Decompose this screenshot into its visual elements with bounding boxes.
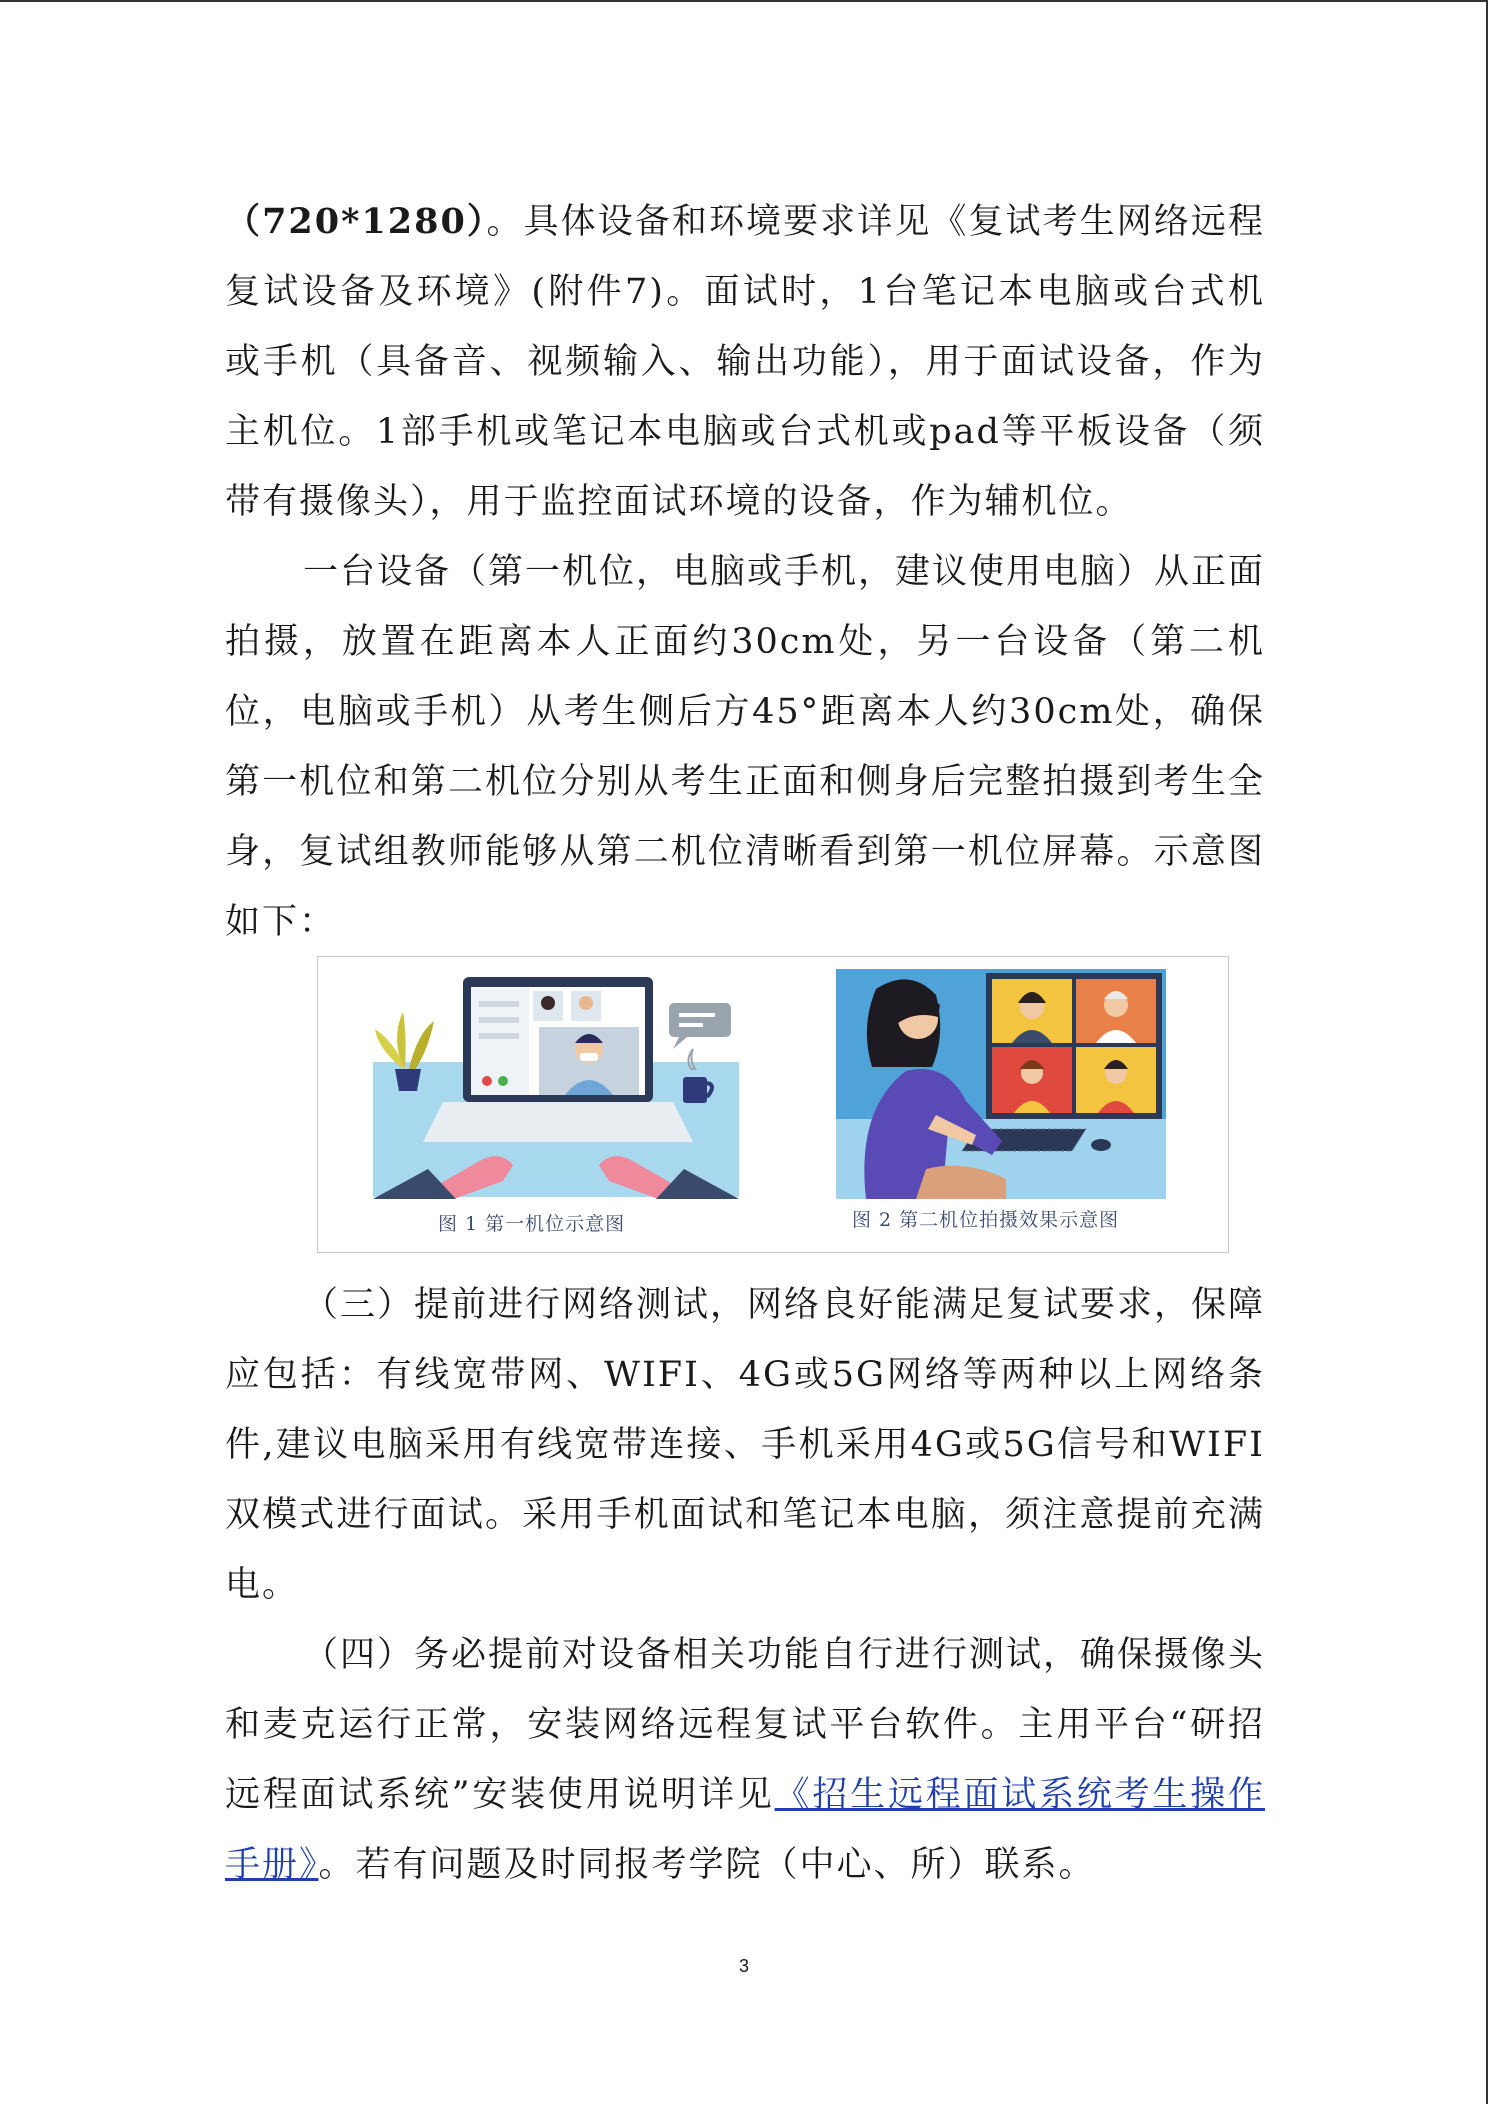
manual-link[interactable]: 《招生远程面试系统考生操作手册》 bbox=[225, 1775, 1265, 1885]
paragraph-text-end: 。若有问题及时同报考学院（中心、所）联系。 bbox=[318, 1845, 1096, 1885]
page-number: 3 bbox=[738, 1956, 749, 1976]
paragraph-text: 。具体设备和环境要求详见《复试考生网络远程复试设备及环境》(附件7)。面试时，1台笔记本电脑或台式机或手机（具备音、视频输入、输出功能），用于面试设备，作为主机位。1部手机或笔记本电脑或台式机或pad等平板设备（须带有摄像头），用于监控面试环境的设备，作为辅机位。 bbox=[225, 202, 1265, 522]
page-edge-top bbox=[0, 0, 1488, 2]
chat-bubble-icon bbox=[669, 1003, 731, 1049]
paragraph-network-test: （三）提前进行网络测试，网络良好能满足复试要求，保障应包括：有线宽带网、WIFI、4G或5G网络等两种以上网络条件,建议电脑采用有线宽带连接、手机采用4G或5G信号和WIFI双模式进行面试。采用手机面试和笔记本电脑，须注意提前充满电。 bbox=[225, 1285, 1266, 1605]
second-camera-illustration bbox=[836, 969, 1166, 1199]
first-camera-illustration bbox=[373, 977, 739, 1199]
paragraph-device-requirements bbox=[225, 187, 1265, 537]
figure-2-caption: 图 2 第二机位拍摄效果示意图 bbox=[852, 1209, 1120, 1231]
resolution-text: （720*1280） bbox=[225, 201, 487, 242]
paragraph-device-test bbox=[225, 1620, 1265, 1900]
paragraph-text: （四）务必提前对设备相关功能自行进行测试，确保摄像头和麦克运行正常，安装网络远程复试平台软件。主用平台“研招远程面试系统”安装使用说明详见 bbox=[225, 1635, 1266, 1815]
figure-1-caption: 图 1 第一机位示意图 bbox=[438, 1213, 626, 1235]
figure-panel bbox=[317, 956, 1229, 1253]
paragraph-camera-positions: 一台设备（第一机位，电脑或手机，建议使用电脑）从正面拍摄，放置在距离本人正面约30cm处，另一台设备（第二机位，电脑或手机）从考生侧后方45°距离本人约30cm处，确保第一机位和第二机位分别从考生正面和侧身后完整拍摄到考生全身，复试组教师能够从第二机位清晰看到第一机位屏幕。示意图如下： bbox=[225, 552, 1266, 942]
